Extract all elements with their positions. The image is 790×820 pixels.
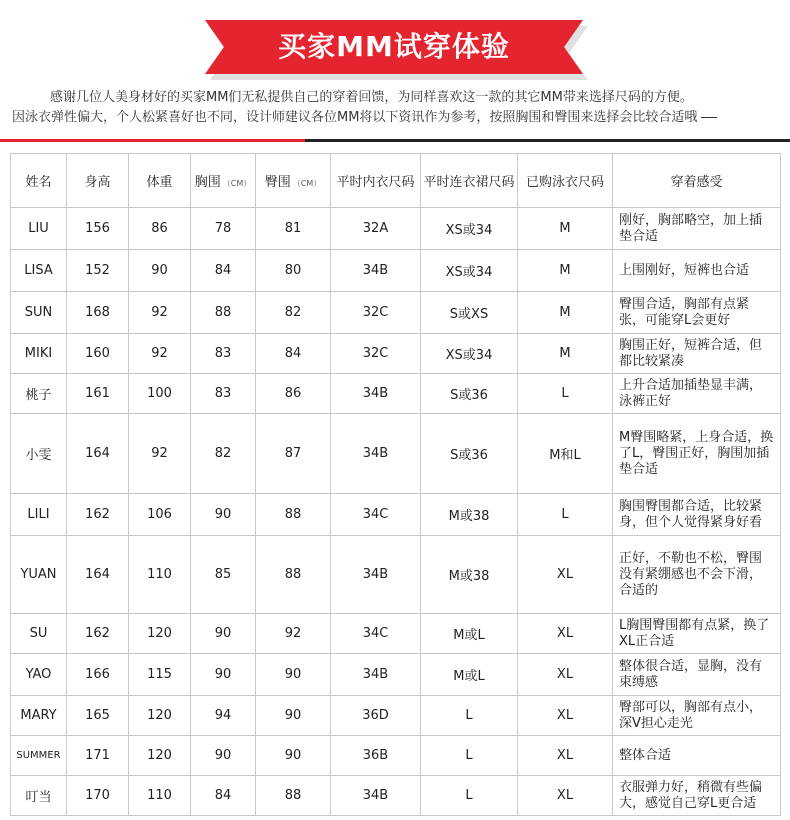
intro-dash (701, 117, 717, 118)
table-cell: S或36 (421, 414, 518, 494)
intro-text (0, 88, 790, 128)
column-header-label: 臀围 (264, 175, 291, 190)
table-cell: 161 (67, 374, 129, 414)
column-header (613, 154, 781, 208)
table-cell: 32C (331, 292, 421, 334)
table-cell: 106 (129, 494, 191, 536)
table-cell: XL (518, 614, 613, 654)
table-row (11, 334, 781, 374)
table-row (11, 776, 781, 816)
table-cell: M或38 (421, 494, 518, 536)
table-row (11, 208, 781, 250)
feedback-cell: 上升合适加插垫显丰满，泳裤正好 (613, 374, 781, 414)
table-cell: 156 (67, 208, 129, 250)
banner-title: 买家MM试穿体验 (278, 30, 510, 63)
table-cell: M (518, 250, 613, 292)
table-row (11, 250, 781, 292)
table-row (11, 292, 781, 334)
table-cell: YUAN (11, 536, 67, 614)
table-cell: 80 (256, 250, 331, 292)
table-cell: XL (518, 536, 613, 614)
table-cell: S或XS (421, 292, 518, 334)
column-header (129, 154, 191, 208)
table-cell: 90 (191, 494, 256, 536)
table-cell: 92 (129, 334, 191, 374)
table-cell: XL (518, 736, 613, 776)
table-cell: 115 (129, 654, 191, 696)
column-header (256, 154, 331, 208)
table-cell: 34B (331, 654, 421, 696)
table-cell: 110 (129, 536, 191, 614)
table-cell: 90 (256, 654, 331, 696)
table-cell: 34B (331, 776, 421, 816)
table-cell: 88 (191, 292, 256, 334)
feedback-cell: 胸围臀围都合适，比较紧身，但个人觉得紧身好看 (613, 494, 781, 536)
intro-line-1: 感谢几位人美身材好的买家MM们无私提供自己的穿着回馈，为同样喜欢这一款的其它MM带来选择尺码的方便。 (50, 90, 693, 105)
table-cell: XS或34 (421, 334, 518, 374)
table-cell: 34B (331, 414, 421, 494)
table-cell: 32C (331, 334, 421, 374)
table-cell: 32A (331, 208, 421, 250)
table-cell: XL (518, 654, 613, 696)
table-cell: 86 (129, 208, 191, 250)
table-cell: 81 (256, 208, 331, 250)
table-cell: 90 (256, 736, 331, 776)
table-cell: LISA (11, 250, 67, 292)
table-cell: 83 (191, 374, 256, 414)
table-row (11, 536, 781, 614)
feedback-cell: 正好，不勒也不松，臀围没有紧绷感也不会下滑，合适的 (613, 536, 781, 614)
table-row (11, 414, 781, 494)
table-cell: 78 (191, 208, 256, 250)
column-header-label: 穿着感受 (670, 175, 723, 190)
table-cell: 85 (191, 536, 256, 614)
table-cell: 92 (256, 614, 331, 654)
table-row (11, 654, 781, 696)
table-cell: 84 (191, 250, 256, 292)
table-cell: 83 (191, 334, 256, 374)
table-cell: 92 (129, 414, 191, 494)
table-cell: 100 (129, 374, 191, 414)
table-cell: 92 (129, 292, 191, 334)
table-cell: L (518, 494, 613, 536)
divider-accent (0, 139, 305, 142)
column-header-label: 已购泳衣尺码 (525, 175, 604, 190)
table-row (11, 614, 781, 654)
table-cell: 90 (256, 696, 331, 736)
table-cell: 34B (331, 536, 421, 614)
table-body (11, 208, 781, 816)
table-cell: LILI (11, 494, 67, 536)
feedback-cell: 臀部可以，胸部有点小，深V担心走光 (613, 696, 781, 736)
table-cell: 120 (129, 736, 191, 776)
table-cell: M或38 (421, 536, 518, 614)
table-cell: 88 (256, 776, 331, 816)
column-header (518, 154, 613, 208)
table-cell: 165 (67, 696, 129, 736)
intro-line-2: 因泳衣弹性偏大，个人松紧喜好也不同，设计师建议各位MM将以下资讯作为参考，按照胸围和臀围来选择会比较合适哦 (0, 108, 790, 128)
feedback-cell: 臀围合适，胸部有点紧张，可能穿L会更好 (613, 292, 781, 334)
table-cell: M或L (421, 654, 518, 696)
feedback-cell: L胸围臀围都有点紧，换了XL正合适 (613, 614, 781, 654)
feedback-cell: 胸围正好，短裤合适，但都比较紧凑 (613, 334, 781, 374)
table-cell: M (518, 334, 613, 374)
table-cell: 34C (331, 614, 421, 654)
feedback-cell: 整体很合适，显胸，没有束缚感 (613, 654, 781, 696)
table-cell: 34B (331, 250, 421, 292)
table-cell: XL (518, 696, 613, 736)
table-cell: 82 (191, 414, 256, 494)
table-cell: 82 (256, 292, 331, 334)
column-header (191, 154, 256, 208)
column-header-label: 姓名 (25, 175, 52, 190)
table-cell: 84 (256, 334, 331, 374)
table-cell: 90 (191, 736, 256, 776)
table-cell: 叮当 (11, 776, 67, 816)
table-cell: LIU (11, 208, 67, 250)
table-cell: L (421, 736, 518, 776)
table-cell: M和L (518, 414, 613, 494)
divider-dark (305, 139, 790, 142)
table-cell: L (421, 696, 518, 736)
table-cell: SUMMER (11, 736, 67, 776)
table-row (11, 374, 781, 414)
column-header-label: 体重 (146, 175, 173, 190)
table-cell: 桃子 (11, 374, 67, 414)
table-row (11, 696, 781, 736)
table-cell: 84 (191, 776, 256, 816)
table-cell: YAO (11, 654, 67, 696)
feedback-cell: 整体合适 (613, 736, 781, 776)
table-cell: XS或34 (421, 250, 518, 292)
table-cell: M (518, 208, 613, 250)
feedback-cell: 衣服弹力好，稍微有些偏大，感觉自己穿L更合适 (613, 776, 781, 816)
feedback-cell: 刚好，胸部略空，加上插垫合适 (613, 208, 781, 250)
table-cell: SUN (11, 292, 67, 334)
feedback-cell: M臀围略紧，上身合适，换了L，臀围正好，胸围加插垫合适 (613, 414, 781, 494)
table-cell: 34B (331, 374, 421, 414)
table-row (11, 494, 781, 536)
column-header-label: 身高 (84, 175, 111, 190)
table-cell: M (518, 292, 613, 334)
table-cell: 110 (129, 776, 191, 816)
column-header (67, 154, 129, 208)
column-header-label: 平时连衣裙尺码 (423, 175, 515, 190)
table-cell: 90 (191, 654, 256, 696)
size-table (10, 153, 781, 816)
feedback-cell: 上围刚好，短裤也合适 (613, 250, 781, 292)
column-header-unit: （CM） (222, 179, 252, 188)
table-cell: 小雯 (11, 414, 67, 494)
table-cell: 90 (191, 614, 256, 654)
column-header (11, 154, 67, 208)
table-cell: 86 (256, 374, 331, 414)
table-cell: 166 (67, 654, 129, 696)
table-cell: 164 (67, 414, 129, 494)
column-header-label: 胸围 (194, 175, 221, 190)
column-header-unit: （CM） (292, 179, 322, 188)
table-cell: 120 (129, 614, 191, 654)
table-cell: 162 (67, 494, 129, 536)
title-banner (0, 10, 790, 80)
table-cell: 171 (67, 736, 129, 776)
table-cell: 170 (67, 776, 129, 816)
table-cell: 168 (67, 292, 129, 334)
table-row (11, 736, 781, 776)
column-header (421, 154, 518, 208)
column-header-label: 平时内衣尺码 (336, 175, 415, 190)
table-cell: 88 (256, 494, 331, 536)
table-cell: S或36 (421, 374, 518, 414)
table-cell: MARY (11, 696, 67, 736)
table-cell: 160 (67, 334, 129, 374)
table-cell: 120 (129, 696, 191, 736)
table-header-row (11, 154, 781, 208)
table-cell: 87 (256, 414, 331, 494)
table-cell: XL (518, 776, 613, 816)
table-cell: 88 (256, 536, 331, 614)
table-cell: L (518, 374, 613, 414)
table-cell: 34C (331, 494, 421, 536)
table-cell: 152 (67, 250, 129, 292)
column-header (331, 154, 421, 208)
table-cell: L (421, 776, 518, 816)
table-cell: XS或34 (421, 208, 518, 250)
table-cell: 36D (331, 696, 421, 736)
table-cell: 36B (331, 736, 421, 776)
table-cell: 162 (67, 614, 129, 654)
table-cell: SU (11, 614, 67, 654)
table-cell: 90 (129, 250, 191, 292)
table-cell: 94 (191, 696, 256, 736)
table-cell: MIKI (11, 334, 67, 374)
table-cell: 164 (67, 536, 129, 614)
table-cell: M或L (421, 614, 518, 654)
